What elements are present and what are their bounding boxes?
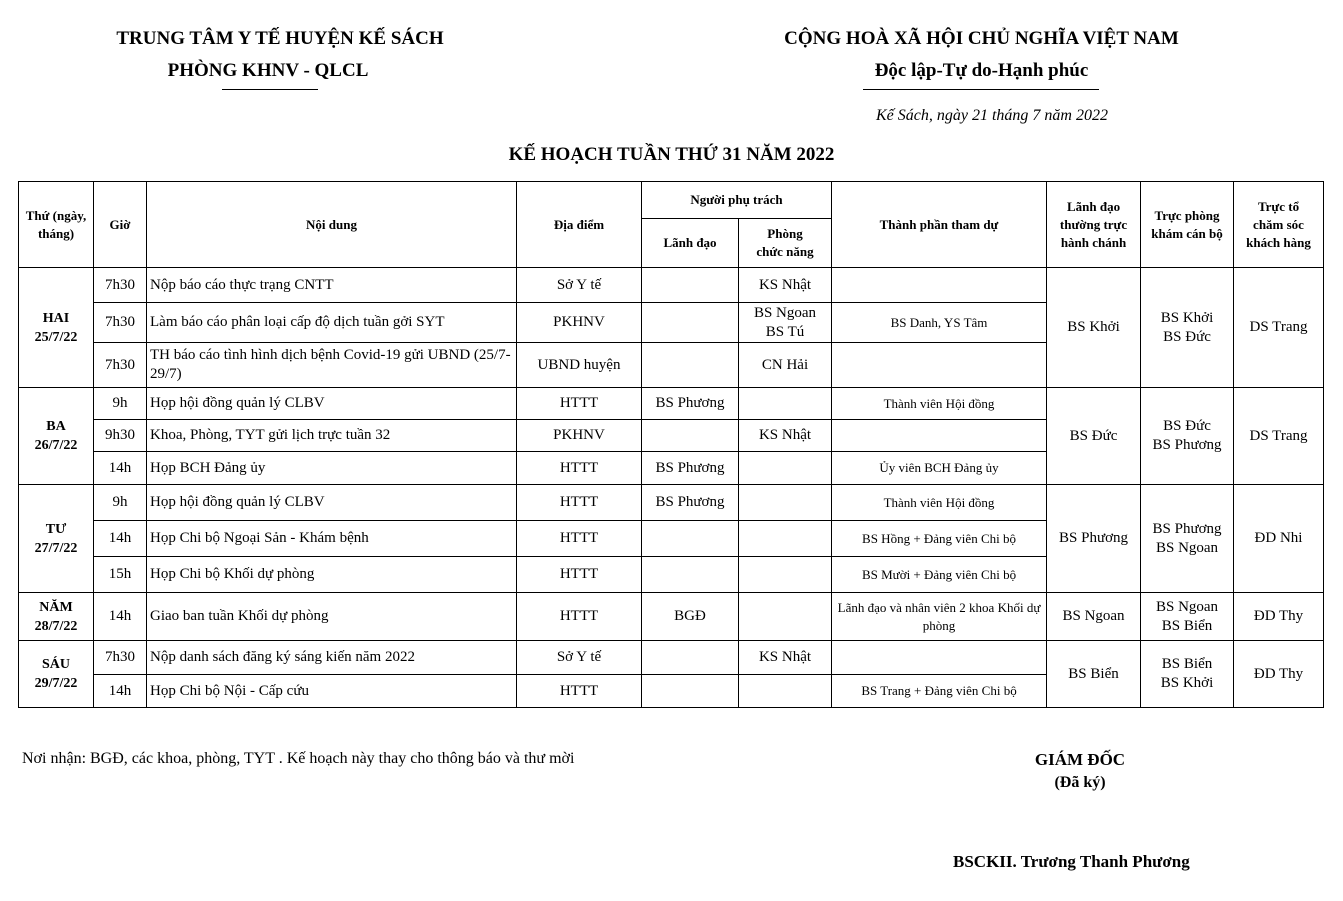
place-cell: HTTT xyxy=(517,388,642,420)
day-name: NĂM xyxy=(39,599,73,615)
cell-line: BS Biển xyxy=(1161,656,1213,672)
place-cell: UBND huyện xyxy=(517,343,642,388)
department-cell xyxy=(739,675,832,708)
department-cell xyxy=(739,268,832,303)
department-cell xyxy=(739,452,832,485)
participants-cell xyxy=(832,420,1047,452)
day-date: 25/7/22 xyxy=(34,329,78,345)
clinic-duty-cell xyxy=(1141,641,1234,708)
header-clinic-duty: Trực phòng khám cán bộ xyxy=(1141,182,1234,268)
leader-cell: BS Phương xyxy=(642,485,739,521)
leader-cell xyxy=(642,303,739,343)
time-cell: 14h xyxy=(94,675,147,708)
participants-cell xyxy=(832,268,1047,303)
day-date: 26/7/22 xyxy=(34,438,78,453)
nation-motto: Độc lập-Tự do-Hạnh phúc xyxy=(874,60,1089,81)
admin-duty-cell: BS Biển xyxy=(1047,641,1141,708)
department-cell xyxy=(739,521,832,557)
content-cell: Họp Chi bộ Ngoại Sản - Khám bệnh xyxy=(147,521,517,557)
care-duty-cell: ĐD Thy xyxy=(1234,593,1324,641)
time-cell: 9h xyxy=(94,485,147,521)
leader-cell xyxy=(642,521,739,557)
place-cell: Sở Y tế xyxy=(517,268,642,303)
header-department: Phòng chức năng xyxy=(739,219,832,268)
header-care-duty: Trực tổ chăm sóc khách hàng xyxy=(1234,182,1324,268)
day-date: 27/7/22 xyxy=(34,540,78,556)
header-admin-duty: Lãnh đạo thường trực hành chánh xyxy=(1047,182,1141,268)
day-date: 29/7/22 xyxy=(34,676,78,691)
nation-name: CỘNG HOÀ XÃ HỘI CHỦ NGHĨA VIỆT NAM xyxy=(784,28,1179,49)
department-cell xyxy=(739,557,832,593)
participants-cell: BS Danh, YS Tâm xyxy=(832,303,1047,343)
content-cell: Làm báo cáo phân loại cấp độ dịch tuần gởi SYT xyxy=(147,303,517,343)
leader-cell xyxy=(642,557,739,593)
time-cell: 7h30 xyxy=(94,641,147,675)
day-name: TƯ xyxy=(45,521,67,537)
place-cell: PKHNV xyxy=(517,420,642,452)
participants-cell: Thành viên Hội đồng xyxy=(832,388,1047,420)
place-cell: HTTT xyxy=(517,557,642,593)
cell-line: BS Tú xyxy=(765,323,805,340)
place-cell: HTTT xyxy=(517,521,642,557)
participants-cell: BS Trang + Đảng viên Chi bộ xyxy=(832,675,1047,708)
time-cell: 14h xyxy=(94,593,147,641)
department-cell xyxy=(739,593,832,641)
department-cell xyxy=(739,343,832,388)
participants-cell xyxy=(832,343,1047,388)
org-department: PHÒNG KHNV - QLCL xyxy=(167,60,369,81)
content-cell: Giao ban tuần Khối dự phòng xyxy=(147,593,517,641)
leader-cell: BS Phương xyxy=(642,388,739,420)
leader-cell: BS Phương xyxy=(642,452,739,485)
day-name: SÁU xyxy=(41,657,70,672)
day-cell xyxy=(19,388,94,485)
cell-line: BS Biển xyxy=(1161,617,1213,634)
day-date: 28/7/22 xyxy=(34,618,78,634)
clinic-duty-cell xyxy=(1141,593,1234,641)
clinic-duty-cell xyxy=(1141,485,1234,593)
header-leader: Lãnh đạo xyxy=(642,219,739,268)
place-cell: HTTT xyxy=(517,675,642,708)
clinic-duty-cell xyxy=(1141,268,1234,388)
table-row xyxy=(19,268,1324,303)
header-place: Địa điểm xyxy=(517,182,642,268)
clinic-duty-cell xyxy=(1141,388,1234,485)
org-underline xyxy=(222,89,318,90)
day-cell xyxy=(19,641,94,708)
table-row xyxy=(19,593,1324,641)
admin-duty-cell: BS Khởi xyxy=(1047,268,1141,388)
place-cell: Sở Y tế xyxy=(517,641,642,675)
day-name: BA xyxy=(46,419,66,434)
department-cell xyxy=(739,303,832,343)
place-cell: HTTT xyxy=(517,452,642,485)
content-cell: Khoa, Phòng, TYT gửi lịch trực tuần 32 xyxy=(147,420,517,452)
leader-cell xyxy=(642,641,739,675)
time-cell: 7h30 xyxy=(94,268,147,303)
page-title: KẾ HOẠCH TUẦN THỨ 31 NĂM 2022 xyxy=(508,144,835,165)
signer-title: GIÁM ĐỐC xyxy=(1034,750,1126,769)
care-duty-cell: DS Trang xyxy=(1234,268,1324,388)
admin-duty-cell: BS Phương xyxy=(1047,485,1141,593)
time-cell: 7h30 xyxy=(94,343,147,388)
header-participants: Thành phần tham dự xyxy=(832,182,1047,268)
admin-duty-cell: BS Ngoan xyxy=(1047,593,1141,641)
admin-duty-cell: BS Đức xyxy=(1047,388,1141,485)
department-cell xyxy=(739,388,832,420)
content-cell: Họp Chi bộ Nội - Cấp cứu xyxy=(147,675,517,708)
place-cell: HTTT xyxy=(517,593,642,641)
org-name: TRUNG TÂM Y TẾ HUYỆN KẾ SÁCH xyxy=(116,28,444,49)
cell-line: CN Hải xyxy=(761,356,809,373)
day-cell xyxy=(19,485,94,593)
content-cell: Nộp danh sách đăng ký sáng kiến năm 2022 xyxy=(147,641,517,675)
participants-cell: BS Mười + Đảng viên Chi bộ xyxy=(832,557,1047,593)
signer-name: BSCKII. Trương Thanh Phương xyxy=(953,852,1190,871)
document-date: Kế Sách, ngày 21 tháng 7 năm 2022 xyxy=(876,107,1108,124)
participants-cell: Lãnh đạo và nhân viên 2 khoa Khối dự phòng xyxy=(832,593,1047,641)
cell-line: BS Ngoan xyxy=(1155,598,1219,615)
participants-cell: BS Hồng + Đảng viên Chi bộ xyxy=(832,521,1047,557)
place-cell: PKHNV xyxy=(517,303,642,343)
cell-line: BS Phương xyxy=(1152,520,1222,537)
time-cell: 7h30 xyxy=(94,303,147,343)
table-row xyxy=(19,388,1324,420)
department-cell xyxy=(739,641,832,675)
cell-line: KS Nhật xyxy=(758,427,812,443)
time-cell: 14h xyxy=(94,452,147,485)
table-row xyxy=(19,485,1324,521)
leader-cell: BGĐ xyxy=(642,593,739,641)
content-cell: Họp hội đồng quản lý CLBV xyxy=(147,388,517,420)
department-cell xyxy=(739,420,832,452)
content-cell: Nộp báo cáo thực trạng CNTT xyxy=(147,268,517,303)
leader-cell xyxy=(642,268,739,303)
recipients-note: Nơi nhận: BGĐ, các khoa, phòng, TYT . Kế hoạch này thay cho thông báo và thư mời xyxy=(22,750,575,767)
cell-line: BS Đức xyxy=(1163,328,1211,345)
content-cell: Họp BCH Đảng ủy xyxy=(147,452,517,485)
header-content: Nội dung xyxy=(147,182,517,268)
cell-line: BS Khởi xyxy=(1160,675,1214,691)
cell-line: BS Đức xyxy=(1163,418,1211,434)
time-cell: 15h xyxy=(94,557,147,593)
header-time: Giờ xyxy=(94,182,147,268)
day-cell xyxy=(19,268,94,388)
header-day: Thứ (ngày, tháng) xyxy=(19,182,94,268)
participants-cell: Ủy viên BCH Đảng ủy xyxy=(832,452,1047,485)
content-cell: Họp hội đồng quản lý CLBV xyxy=(147,485,517,521)
day-cell xyxy=(19,593,94,641)
table-row xyxy=(19,641,1324,675)
header-responsible: Người phụ trách xyxy=(642,182,832,219)
cell-line: KS Nhật xyxy=(758,276,812,293)
leader-cell xyxy=(642,343,739,388)
cell-line: BS Ngoan xyxy=(1155,539,1219,556)
signature-status: (Đã ký) xyxy=(1054,774,1106,791)
content-cell: TH báo cáo tình hình dịch bệnh Covid-19 gửi UBND (25/7-29/7) xyxy=(147,343,517,388)
leader-cell xyxy=(642,420,739,452)
table-header-row xyxy=(19,182,1324,219)
content-cell: Họp Chi bộ Khối dự phòng xyxy=(147,557,517,593)
care-duty-cell: ĐD Thy xyxy=(1234,641,1324,708)
department-cell xyxy=(739,485,832,521)
leader-cell xyxy=(642,675,739,708)
cell-line: BS Ngoan xyxy=(753,304,817,321)
time-cell: 9h xyxy=(94,388,147,420)
participants-cell xyxy=(832,641,1047,675)
time-cell: 9h30 xyxy=(94,420,147,452)
care-duty-cell: DS Trang xyxy=(1234,388,1324,485)
cell-line: BS Phương xyxy=(1152,437,1222,453)
weekly-plan-table xyxy=(18,181,1324,708)
time-cell: 14h xyxy=(94,521,147,557)
participants-cell: Thành viên Hội đồng xyxy=(832,485,1047,521)
cell-line: BS Khởi xyxy=(1160,309,1214,326)
place-cell: HTTT xyxy=(517,485,642,521)
day-name: HAI xyxy=(42,310,70,326)
cell-line: KS Nhật xyxy=(758,649,812,665)
motto-underline xyxy=(863,89,1099,90)
care-duty-cell: ĐD Nhi xyxy=(1234,485,1324,593)
